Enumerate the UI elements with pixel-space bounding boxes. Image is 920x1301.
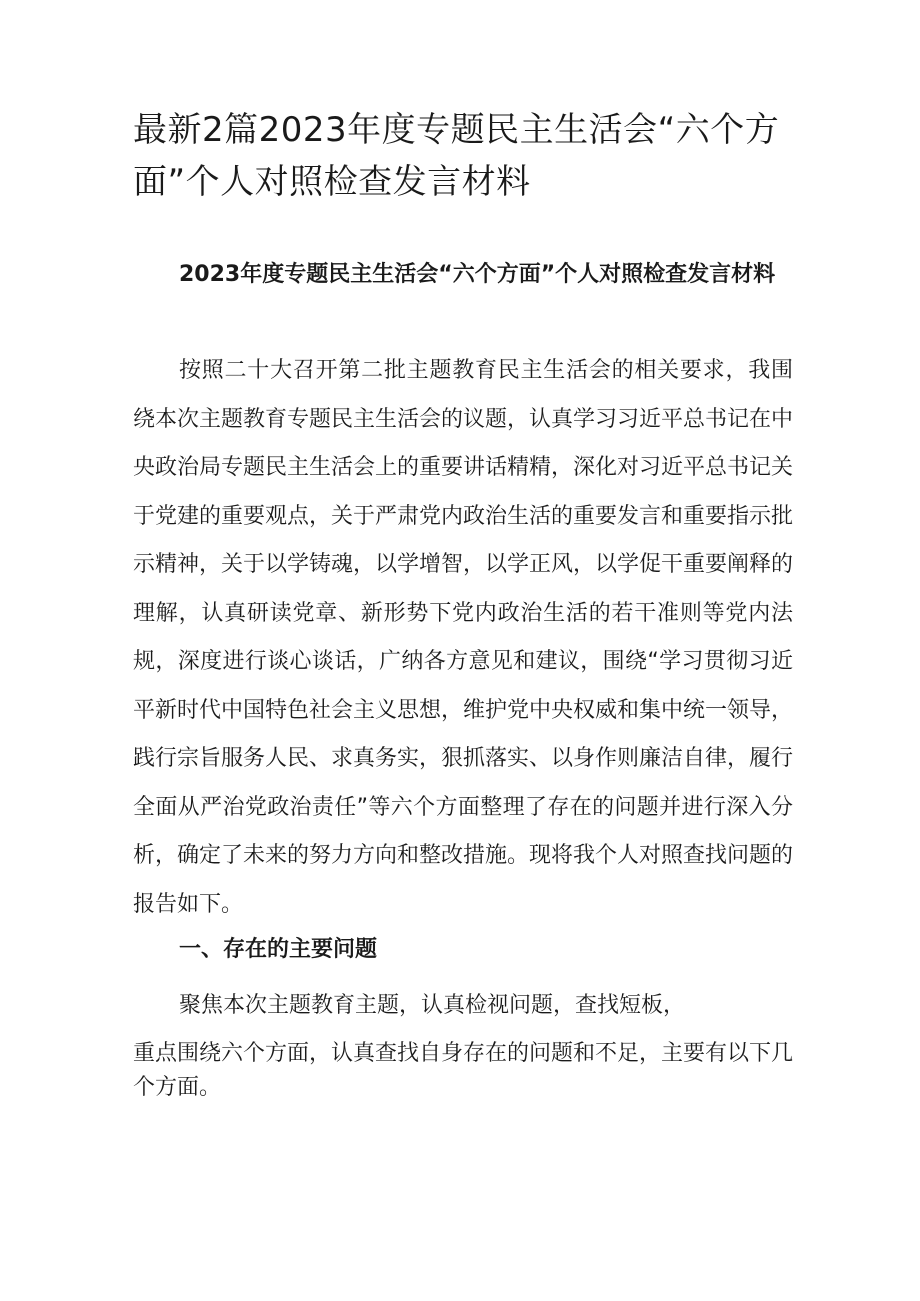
section-heading: 一、存在的主要问题 (179, 937, 378, 962)
document-subtitle: 2023年度专题民主生活会“六个方面”个人对照检查发言材料 (179, 262, 776, 287)
section-paragraph-line2: 重点围绕六个方面，认真查找自身存在的问题和不足，主要有以下几个方面。 (133, 1041, 794, 1100)
intro-paragraph: 按照二十大召开第二批主题教育民主生活会的相关要求，我围绕本次主题教育专题民主生活会的议题，认真学习习近平总书记在中央政治局专题民主生活会上的重要讲话精精，深化对习近平总书记关于党建的重要观点，关于严肃党内政治生活的重要发言和重要指示批示精神，关于以学铸魂，以学增智，以学正风，以学促干重要阐释的理解，认真研读党章、新形势下党内政治生活的若干准则等党内法规，深度进行谈心谈话，广纳各方意见和建议，围绕“学习贯彻习近平新时代中国特色社会主义思想，维护党中央权威和集中统一领导，践行宗旨服务人民、求真务实，狠抓落实、以身作则廉洁自律，履行全面从严治党政治责任”等六个方面整理了存在的问题并进行深入分析，确定了未来的努力方向和整改措施。现将我个人对照查找问题的报告如下。 (133, 358, 794, 917)
section-paragraph-line1: 聚焦本次主题教育主题，认真检视问题，查找短板， (179, 993, 686, 1018)
document-title: 最新2篇2023年度专题民主生活会“六个方面”个人对照检查发言材料 (133, 110, 780, 202)
